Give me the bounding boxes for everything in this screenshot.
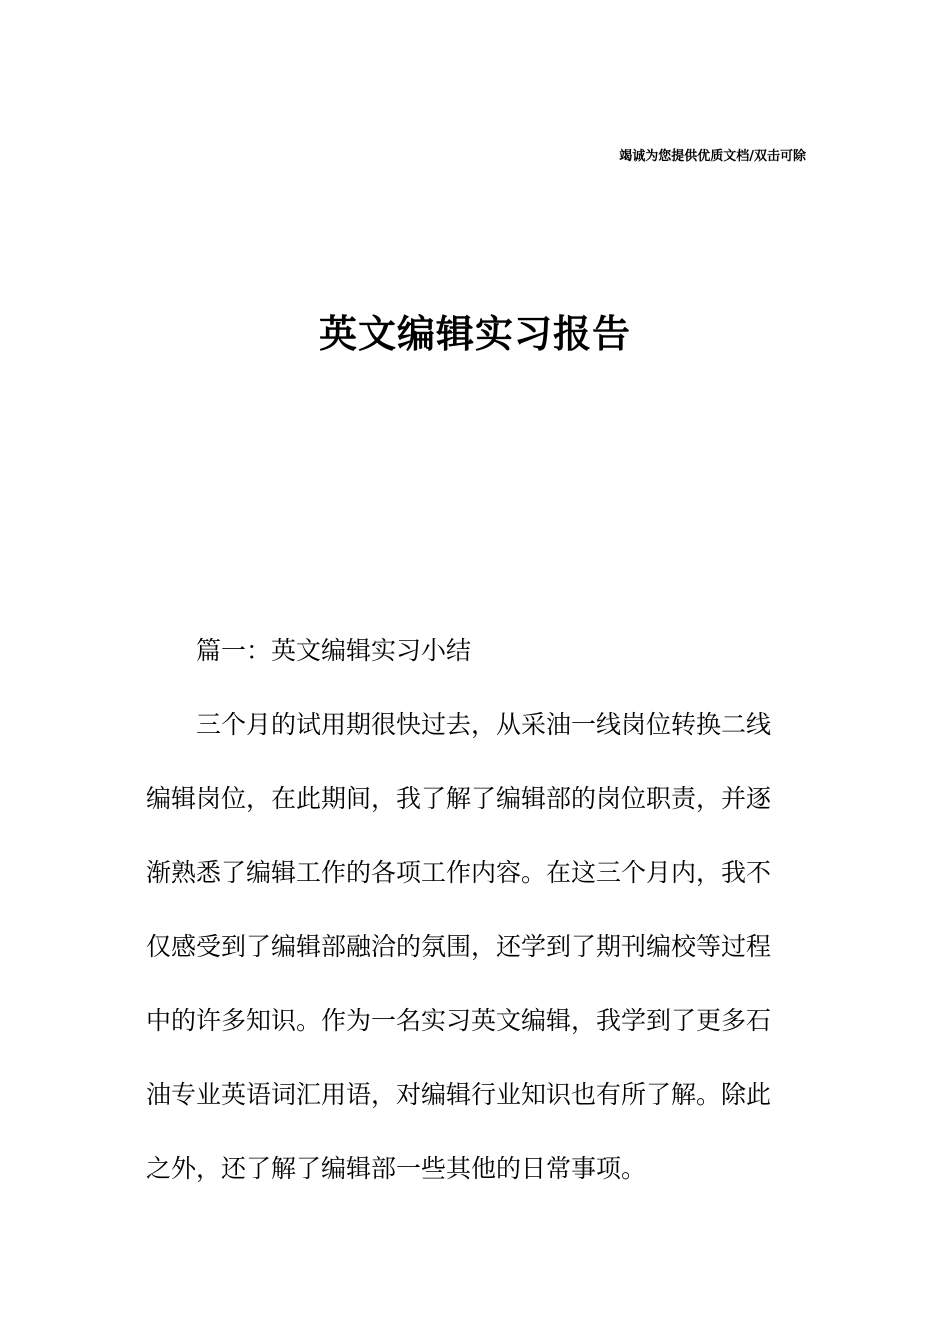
- paragraph-line: 三个月的试用期很快过去，从采油一线岗位转换二线: [196, 710, 772, 739]
- paragraph-line: 之外，还了解了编辑部一些其他的日常事项。: [146, 1154, 647, 1183]
- document-body: [146, 632, 786, 1187]
- section-heading: 篇一：英文编辑实习小结: [196, 636, 472, 665]
- paragraph-line: 编辑岗位，在此期间，我了解了编辑部的岗位职责，并逐: [146, 784, 772, 813]
- header-note: 竭诚为您提供优质文档/双击可除: [619, 149, 806, 164]
- paragraph-line: 仅感受到了编辑部融洽的氛围，还学到了期刊编校等过程: [146, 932, 772, 961]
- paragraph-line: 油专业英语词汇用语，对编辑行业知识也有所了解。除此: [146, 1080, 772, 1109]
- paragraph-line: 中的许多知识。作为一名实习英文编辑，我学到了更多石: [146, 1006, 772, 1035]
- document-title: 英文编辑实习报告: [318, 312, 631, 356]
- paragraph-line: 渐熟悉了编辑工作的各项工作内容。在这三个月内，我不: [146, 858, 772, 887]
